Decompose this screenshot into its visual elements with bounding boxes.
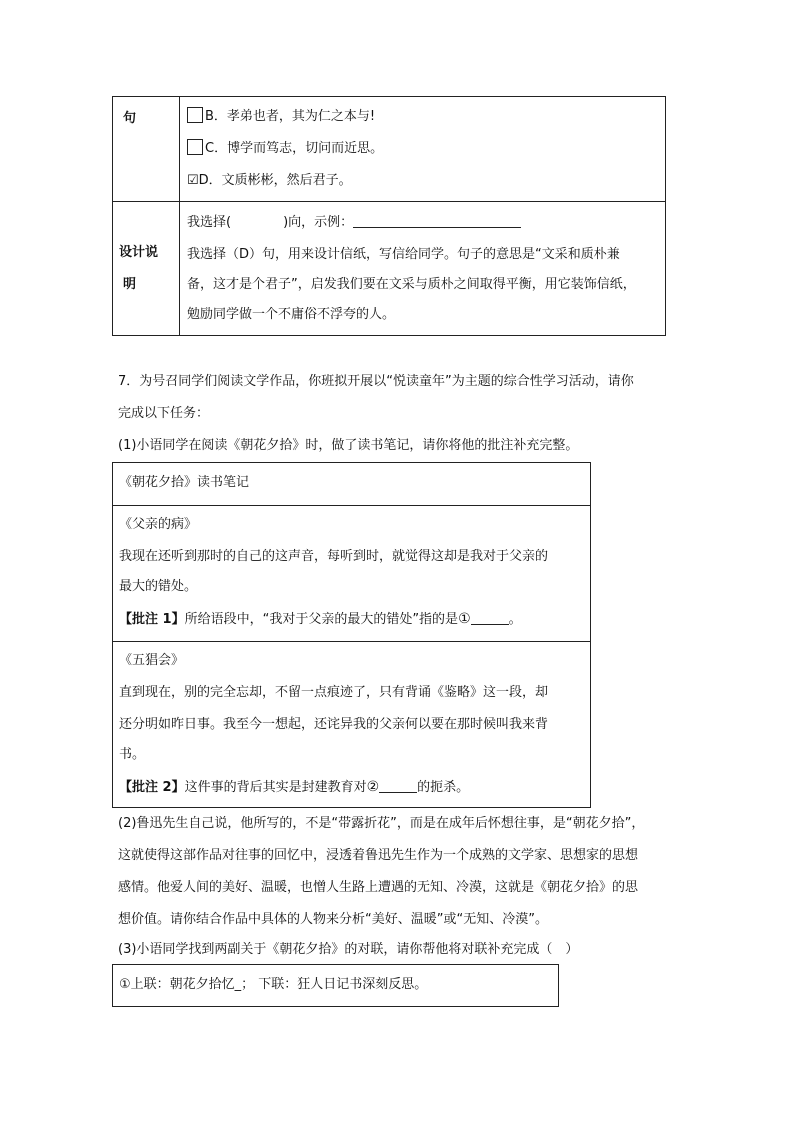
couplet-box — [112, 964, 559, 1007]
question-7-intro: 完成以下任务： — [118, 406, 210, 421]
excerpt-line: 直到现在，别的完全忘却，不留一点痕迹了，只有背诵《鉴略》这一段，却 — [119, 685, 549, 700]
annotation-2-field[interactable] — [379, 778, 417, 793]
row-label-sentence: 句 — [123, 111, 137, 126]
option-d-checked-icon: ☑ — [187, 173, 199, 188]
sub-question-2: 这就使得这部作品对往事的回忆中，浸透着鲁迅先生作为一个成熟的文学家、思想家的思想 — [118, 848, 639, 863]
option-b[interactable] — [187, 107, 375, 127]
sub-question-3: (3)小语同学找到两副关于《朝花夕拾》的对联，请你帮他将对联补充完成（ ） — [118, 942, 579, 957]
reading-notes-table — [112, 462, 591, 808]
sub-question-2: 想价值。请你结合作品中具体的人物来分析“美好、温暖”或“无知、冷漠”。 — [118, 912, 548, 927]
option-d[interactable] — [187, 171, 352, 191]
row-label-design-line2: 明 — [123, 277, 137, 292]
excerpt-line: 我现在还听到那时的自己的这声音，每听到时，就觉得这却是我对于父亲的 — [119, 549, 549, 564]
choose-line: 我选择( )向，示例： — [187, 213, 521, 233]
excerpt-line: 书。 — [119, 747, 146, 762]
description-line: 我选择（D）句，用来设计信纸，写信给同学。句子的意思是“文采和质朴兼 — [187, 247, 620, 262]
table-divider — [113, 505, 590, 506]
notes-header: 《朝花夕拾》读书笔记 — [119, 475, 250, 490]
table-divider — [113, 641, 590, 642]
option-b-text: B．孝弟也者，其为仁之本与! — [205, 109, 376, 124]
sub-question-1: (1)小语同学在阅读《朝花夕拾》时，做了读书笔记，请你将他的批注补充完整。 — [118, 438, 579, 453]
option-c-text: C．博学而笃志，切问而近思。 — [205, 141, 384, 156]
section-title: 《父亲的病》 — [119, 517, 198, 532]
excerpt-line: 最大的错处。 — [119, 579, 198, 594]
description-line: 备，这才是个君子”，启发我们要在文采与质朴之间取得平衡，用它装饰信纸， — [187, 277, 636, 292]
example-answer-field[interactable] — [353, 213, 521, 228]
question-7-intro: 7．为号召同学们阅读文学作品，你班拟开展以“悦读童年”为主题的综合性学习活动，请你 — [118, 374, 634, 389]
annotation-2: 【批注 2】这件事的背后其实是封建教育对② 的扼杀。 — [119, 779, 470, 795]
description-line: 勉励同学做一个不庸俗不浮夸的人。 — [187, 307, 396, 322]
table-divider — [113, 201, 665, 202]
sub-question-2: 感情。他爱人间的美好、温暖，也憎人生路上遭遇的无知、冷漠，这就是《朝花夕拾》的思 — [118, 880, 639, 895]
blank-marker-2: ② — [366, 779, 380, 795]
blank-marker-1: ① — [458, 611, 471, 627]
sub-question-2: (2)鲁迅先生自己说，他所写的，不是“带露折花”，而是在成年后怀想往事，是“朝花夕拾”， — [118, 816, 645, 831]
section-title: 《五猖会》 — [119, 653, 185, 668]
row-label-design-line1: 设计说 — [119, 245, 159, 260]
annotation-1-field[interactable] — [471, 610, 509, 625]
option-c[interactable] — [187, 139, 383, 159]
design-table — [112, 96, 666, 336]
option-c-checkbox[interactable] — [187, 139, 203, 155]
table-divider — [179, 97, 180, 335]
annotation-1: 【批注 1】所给语段中，“我对于父亲的最大的错处”指的是① 。 — [119, 611, 522, 627]
excerpt-line: 还分明如昨日事。我至今一想起，还诧异我的父亲何以要在那时候叫我来背 — [119, 717, 549, 732]
option-d-text: D．文质彬彬，然后君子。 — [198, 173, 352, 188]
couplet-text: ①上联：朝花夕拾忆_； 下联：狂人日记书深刻反思。 — [119, 977, 428, 992]
option-b-checkbox[interactable] — [187, 107, 203, 123]
